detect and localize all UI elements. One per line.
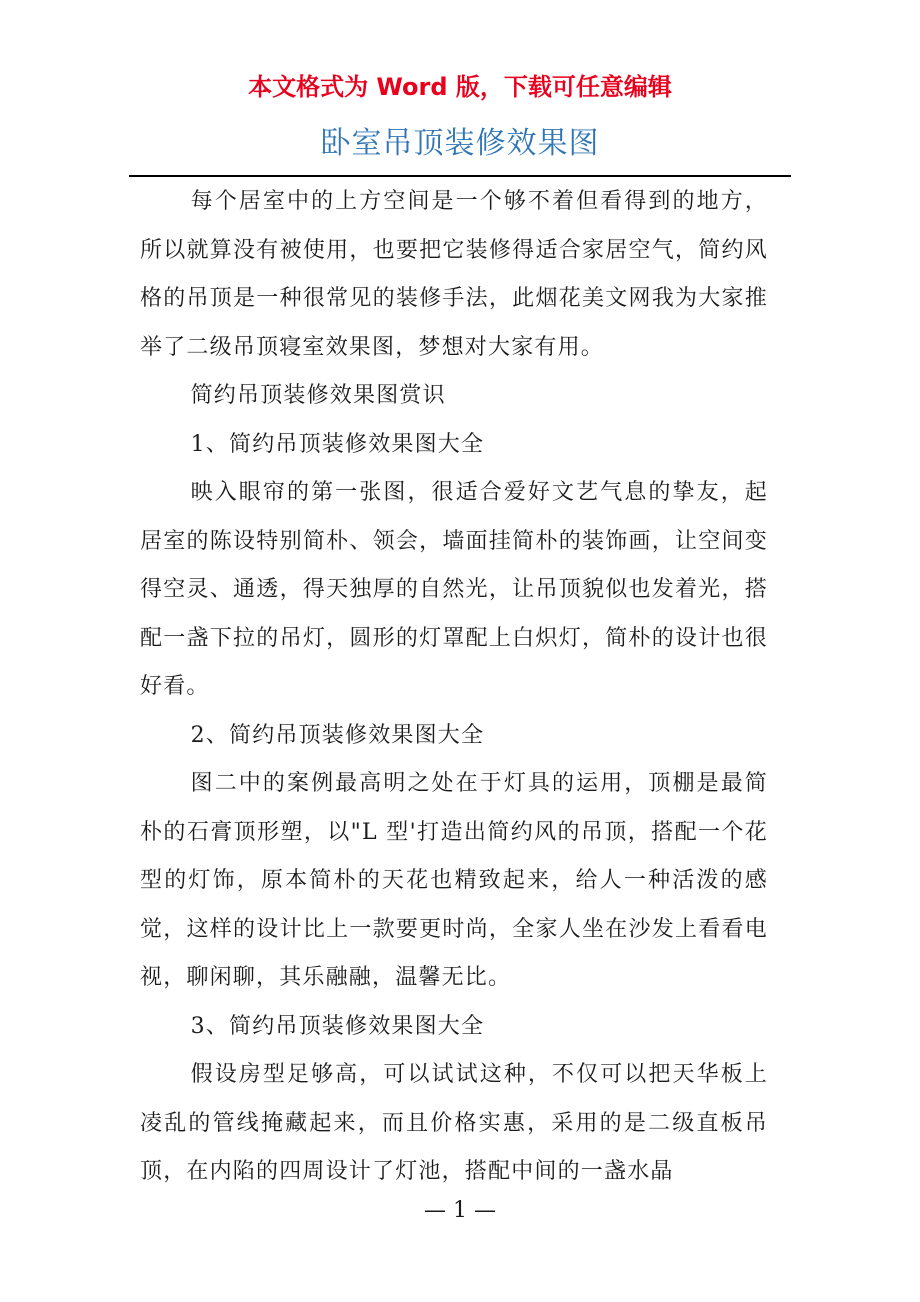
format-notice: 本文格式为 Word 版，下载可任意编辑	[248, 73, 672, 101]
paragraph-2: 图二中的案例最高明之处在于灯具的运用，顶棚是最简朴的石膏顶形塑，以"L 型'打造出简约风的吊顶，搭配一个花型的灯饰，原本简朴的天花也精致起来，给人一种活泼的感觉，这样的设计比上一款要更时尚，全家人坐在沙发上看看电视，聊闲聊，其乐融融，温馨无比。	[140, 771, 768, 990]
page-number: — 1 —	[424, 1198, 496, 1223]
subheading-1: 1、简约吊顶装修效果图大全	[190, 431, 485, 457]
subheading-3: 3、简约吊顶装修效果图大全	[190, 1013, 485, 1039]
paragraph-1: 映入眼帘的第一张图，很适合爱好文艺气息的挚友，起居室的陈设特别简朴、领会，墙面挂简朴的装饰画，让空间变得空灵、通透，得天独厚的自然光，让吊顶貌似也发着光，搭配一盏下拉的吊灯，圆形的灯罩配上白炽灯，简朴的设计也很好看。	[140, 480, 768, 699]
section-heading: 简约吊顶装修效果图赏识	[190, 383, 446, 408]
paragraph-intro: 每个居室中的上方空间是一个够不着但看得到的地方，所以就算没有被使用，也要把它装修得适合家居空气，简约风格的吊顶是一种很常见的装修手法，此烟花美文网我为大家推举了二级吊顶寝室效果图，梦想对大家有用。	[140, 189, 768, 360]
title-divider	[129, 175, 791, 177]
subheading-2: 2、简约吊顶装修效果图大全	[190, 722, 485, 748]
paragraph-3: 假设房型足够高，可以试试这种，不仅可以把天华板上凌乱的管线掩藏起来，而且价格实惠，采用的是二级直板吊顶，在内陷的四周设计了灯池，搭配中间的一盏水晶	[140, 1062, 768, 1184]
document-body	[140, 178, 768, 1197]
document-title: 卧室吊顶装修效果图	[320, 126, 600, 161]
